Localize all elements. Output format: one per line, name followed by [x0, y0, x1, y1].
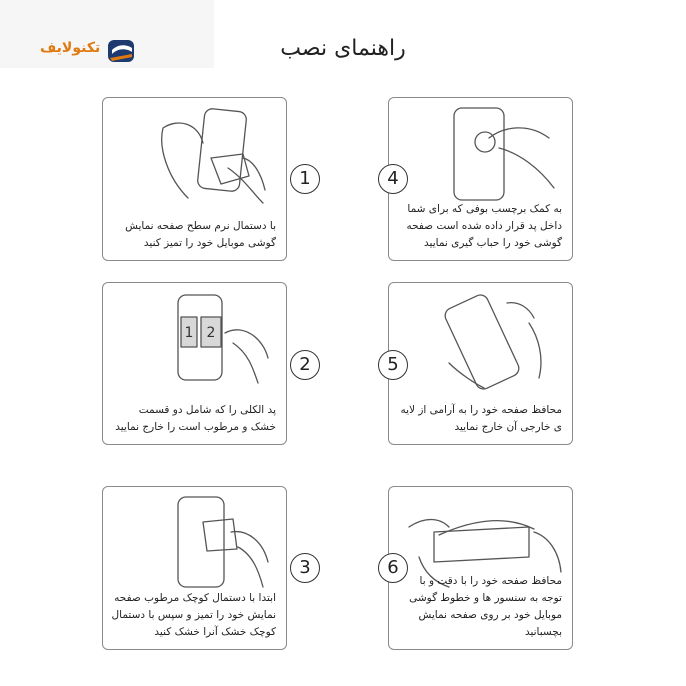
step-card-4	[388, 97, 573, 261]
step-text-4: به کمک برچسب بوفی که برای شما داخل پد قرار داده شده است صفحه گوشی خود را حباب گیری نمایید	[406, 203, 562, 249]
step-number-6: 6	[378, 553, 408, 583]
step-number-1: 1	[290, 164, 320, 194]
step-number-3: 3	[290, 553, 320, 583]
step-text-5: محافظ صفحه خود را به آرامی از لایه ی خارجی آن خارج نمایید	[400, 404, 562, 433]
step-card-6	[388, 486, 573, 650]
step-number-4: 4	[378, 164, 408, 194]
step-card-5	[388, 282, 573, 445]
phone-wipe-cloth-illustration	[103, 98, 288, 208]
step-text-3: ابتدا با دستمال کوچک مرطوب صفحه نمایش خود را تمیز و سپس با دستمال کوچک خشک آنرا خشک کنید	[111, 592, 276, 638]
step-card-2	[102, 282, 287, 445]
alcohol-pad-illustration	[103, 283, 288, 393]
svg-text:2: 2	[206, 325, 216, 341]
step-text-2: پد الکلی را که شامل دو قسمت خشک و مرطوب است را خارج نمایید	[115, 404, 276, 433]
page-title: راهنمای نصب	[280, 36, 406, 61]
step-card-3	[102, 486, 287, 650]
step-card-1	[102, 97, 287, 261]
step-number-5: 5	[378, 350, 408, 380]
brand-name: تکنولایف	[40, 40, 101, 56]
step-text-1: با دستمال نرم سطح صفحه نمایش گوشی موبایل خود را تمیز کنید	[125, 220, 276, 249]
peel-layer-illustration	[389, 283, 574, 393]
step-number-2: 2	[290, 350, 320, 380]
bubble-removal-illustration	[389, 98, 574, 208]
step-text-6: محافظ صفحه خود را با دقت و با توجه به سنسور ها و خطوط گوشی موبایل خود بر روی صفحه نمایش بچسبانید	[409, 575, 562, 638]
wet-dry-wipe-illustration	[103, 487, 288, 597]
svg-text:1: 1	[184, 325, 194, 341]
